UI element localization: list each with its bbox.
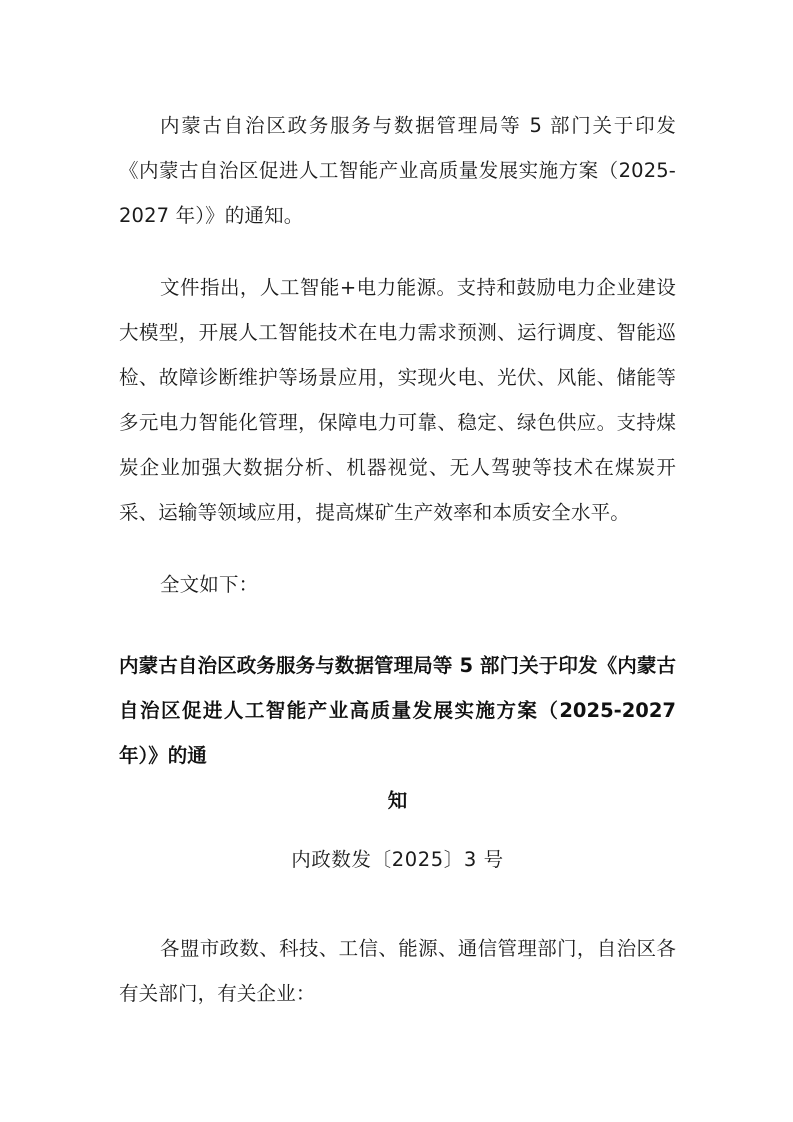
paragraph-gap-3 <box>119 607 676 643</box>
official-document-title <box>119 643 676 823</box>
official-title-last-line: 知 <box>387 789 408 812</box>
full-text-lead-in: 全文如下： <box>160 573 259 596</box>
summary-paragraph-body: 文件指出，人工智能+电力能源。支持和鼓励电力企业建设大模型，开展人工智能技术在电力需求预测、运行调度、智能巡检、故障诊断维护等场景应用，实现火电、光伏、风能、储能等多元电力智能化管理，保障电力可靠、稳定、绿色供应。支持煤炭企业加强大数据分析、机器视觉、无人驾驶等技术在煤炭开采、运输等领域应用，提高煤矿生产效率和本质安全水平。 <box>119 276 676 524</box>
top-margin-spacer <box>119 0 676 103</box>
document-content <box>119 0 676 1016</box>
document-number: 内政数发〔2025〕3 号 <box>291 848 504 871</box>
paragraph-gap-2 <box>119 535 676 562</box>
official-title-main-text: 内蒙古自治区政务服务与数据管理局等 5 部门关于印发《内蒙古自治区促进人工智能产业高质量发展实施方案（2025-2027 年）》的通 <box>119 654 676 767</box>
paragraph-gap-1 <box>119 238 676 265</box>
addressee-paragraph: 各盟市政数、科技、工信、能源、通信管理部门，自治区各有关部门，有关企业： <box>119 937 676 1005</box>
paragraph-gap-4 <box>119 882 676 926</box>
summary-paragraph-heading: 内蒙古自治区政务服务与数据管理局等 5 部门关于印发《内蒙古自治区促进人工智能产业高质量发展实施方案（2025-2027 年）》的通知。 <box>119 114 676 227</box>
title-gap <box>119 823 676 837</box>
